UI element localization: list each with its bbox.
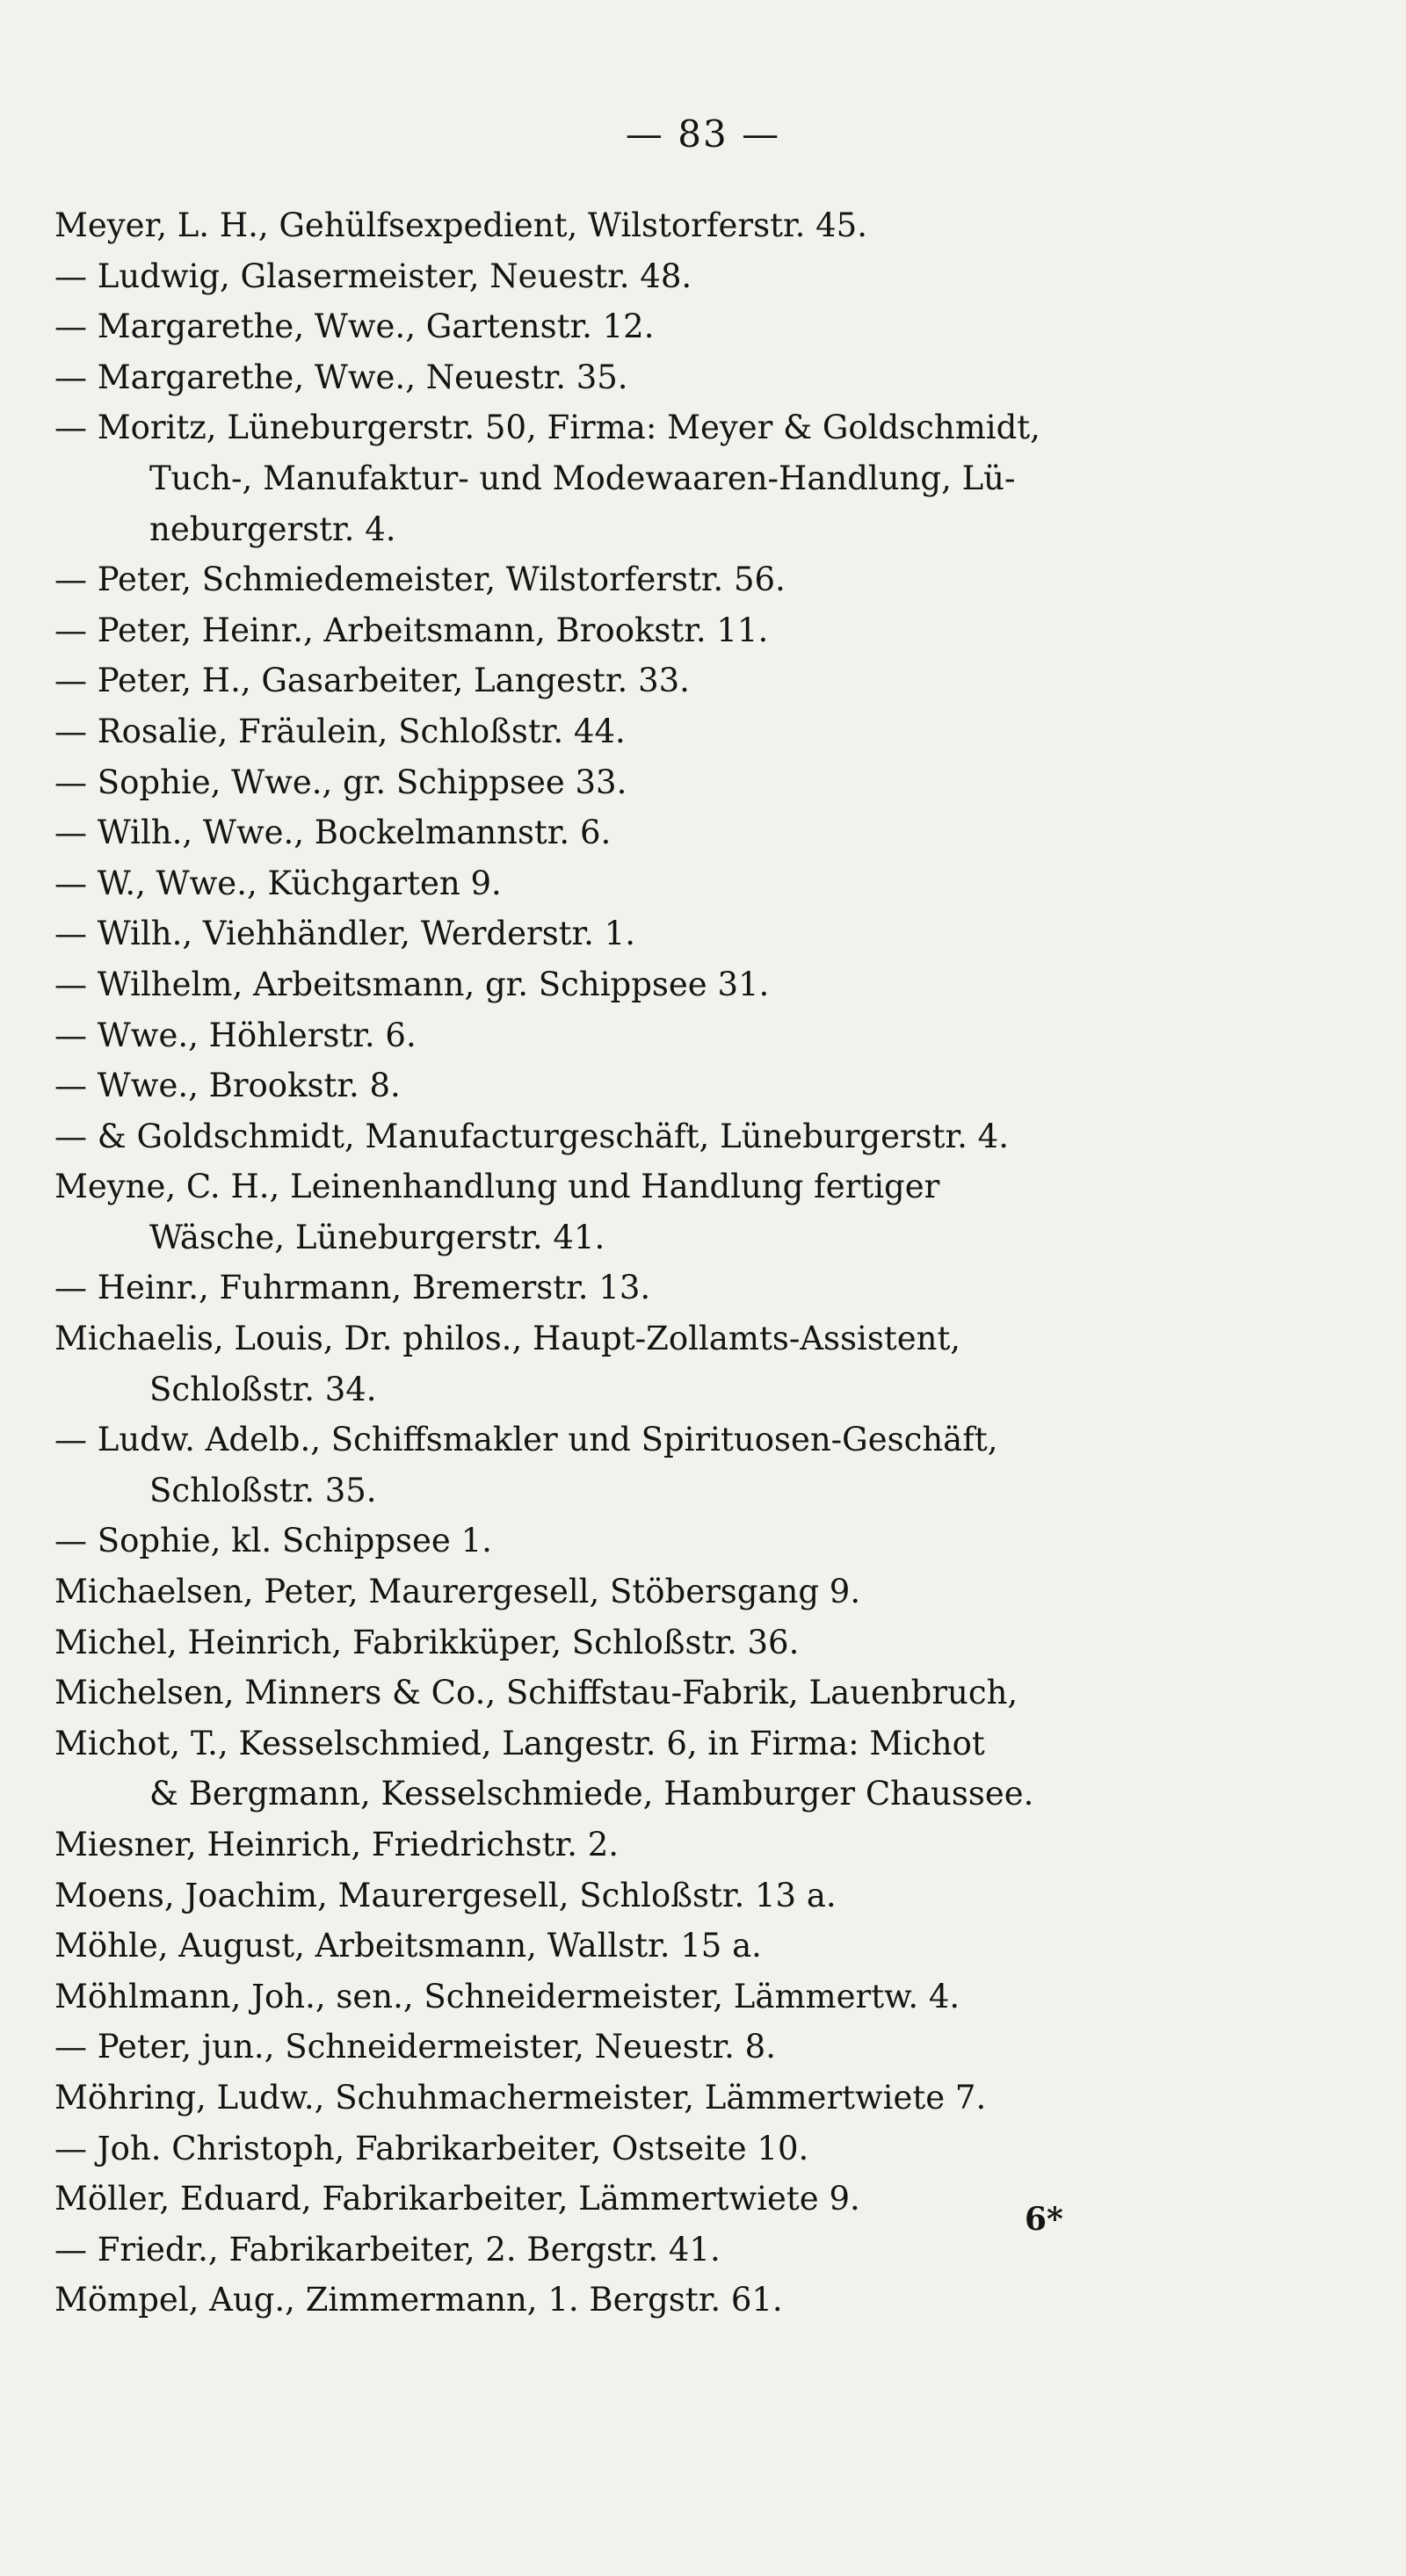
directory-entry-line: — Ludw. Adelb., Schiffsmakler und Spirituosen-Geschäft,	[54, 1421, 998, 1459]
directory-entry-line: — & Goldschmidt, Manufacturgeschäft, Lüneburgerstr. 4.	[54, 1117, 1009, 1155]
directory-entry-line: Schloßstr. 35.	[149, 1471, 377, 1509]
directory-entry-line: — W., Wwe., Küchgarten 9.	[54, 864, 502, 902]
directory-entry-line: — Wwe., Brookstr. 8.	[54, 1067, 401, 1105]
directory-entry-line: Möhlmann, Joh., sen., Schneidermeister, Lämmertw. 4.	[54, 1977, 960, 2015]
signature-mark: 6*	[1025, 2201, 1063, 2238]
directory-entries	[54, 200, 1197, 2326]
directory-entry-line: — Wwe., Höhlerstr. 6.	[54, 1016, 417, 1054]
directory-entry-line: — Wilh., Viehhändler, Werderstr. 1.	[54, 915, 635, 953]
directory-entry-line: Michaelis, Louis, Dr. philos., Haupt-Zollamts-Assistent,	[54, 1320, 961, 1358]
page-number: — 83 —	[625, 112, 781, 156]
directory-entry-line: Tuch-, Manufaktur- und Modewaaren-Handlung, Lü-	[149, 459, 1016, 497]
directory-entry-line: Möhle, August, Arbeitsmann, Wallstr. 15 a.	[54, 1927, 762, 1965]
directory-entry-line: Moens, Joachim, Maurergesell, Schloßstr. 13 a.	[54, 1876, 837, 1914]
directory-entry-line: neburgerstr. 4.	[149, 510, 396, 548]
directory-entry-line: — Rosalie, Fräulein, Schloßstr. 44.	[54, 712, 626, 750]
directory-entry-line: Schloßstr. 34.	[149, 1370, 377, 1408]
directory-entry-line: Möller, Eduard, Fabrikarbeiter, Lämmertwiete 9.	[54, 2180, 860, 2218]
directory-entry-line: Michot, T., Kesselschmied, Langestr. 6, in Firma: Michot	[54, 1724, 985, 1762]
directory-entry-line: Michelsen, Minners & Co., Schiffstau-Fabrik, Lauenbruch,	[54, 1674, 1018, 1712]
directory-entry-line: — Margarethe, Wwe., Neuestr. 35.	[54, 358, 628, 396]
directory-entry-line: — Peter, H., Gasarbeiter, Langestr. 33.	[54, 662, 690, 700]
directory-entry-line: Michaelsen, Peter, Maurergesell, Stöbersgang 9.	[54, 1573, 861, 1611]
directory-entry-line: Miesner, Heinrich, Friedrichstr. 2.	[54, 1826, 620, 1863]
directory-entry-line: — Margarethe, Wwe., Gartenstr. 12.	[54, 308, 655, 346]
directory-entry-line: — Heinr., Fuhrmann, Bremerstr. 13.	[54, 1269, 651, 1307]
directory-entry-line: & Bergmann, Kesselschmiede, Hamburger Chaussee.	[149, 1775, 1034, 1813]
directory-entry-line: — Peter, Schmiedemeister, Wilstorferstr. 56.	[54, 561, 786, 599]
directory-entry-line: — Sophie, Wwe., gr. Schippsee 33.	[54, 763, 627, 801]
directory-entry-line: — Peter, jun., Schneidermeister, Neuestr. 8.	[54, 2028, 776, 2066]
directory-entry-line: — Peter, Heinr., Arbeitsmann, Brookstr. 11.	[54, 611, 769, 649]
directory-entry-line: — Wilhelm, Arbeitsmann, gr. Schippsee 31.	[54, 965, 770, 1003]
directory-entry-line: — Ludwig, Glasermeister, Neuestr. 48.	[54, 257, 692, 295]
directory-entry-line: Wäsche, Lüneburgerstr. 41.	[149, 1218, 605, 1256]
directory-entry-line: Mömpel, Aug., Zimmermann, 1. Bergstr. 61.	[54, 2281, 783, 2319]
directory-entry-line: Möhring, Ludw., Schuhmachermeister, Lämmertwiete 7.	[54, 2078, 987, 2117]
directory-entry-line: — Moritz, Lüneburgerstr. 50, Firma: Meyer & Goldschmidt,	[54, 409, 1040, 447]
directory-entry-line: Meyne, C. H., Leinenhandlung und Handlung fertiger	[54, 1168, 940, 1206]
directory-entry-line: — Friedr., Fabrikarbeiter, 2. Bergstr. 41.	[54, 2230, 721, 2268]
directory-entry-line: Michel, Heinrich, Fabrikküper, Schloßstr. 36.	[54, 1623, 800, 1661]
directory-entry-line: — Joh. Christoph, Fabrikarbeiter, Ostseite 10.	[54, 2129, 809, 2167]
directory-entry-line: — Sophie, kl. Schippsee 1.	[54, 1522, 492, 1560]
directory-entry-line: — Wilh., Wwe., Bockelmannstr. 6.	[54, 814, 612, 852]
directory-entry-line: Meyer, L. H., Gehülfsexpedient, Wilstorferstr. 45.	[54, 206, 867, 244]
